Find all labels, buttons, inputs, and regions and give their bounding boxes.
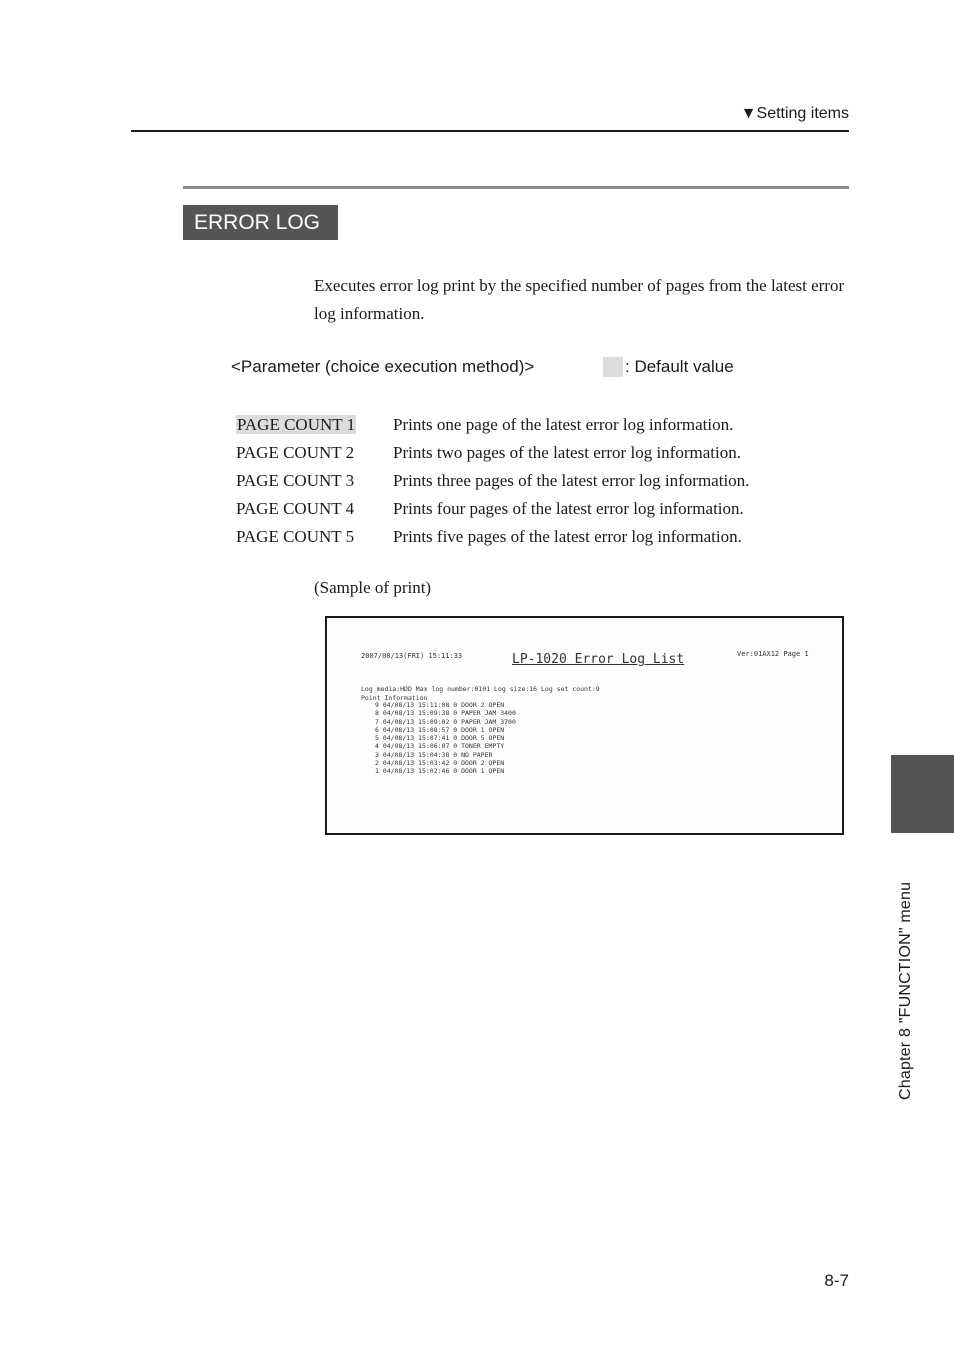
print-title: LP-1020 Error Log List: [512, 652, 685, 667]
parameter-name: PAGE COUNT 2: [236, 443, 355, 462]
default-value-legend: [603, 357, 734, 377]
parameter-name: PAGE COUNT 5: [236, 527, 355, 546]
print-row: 6 04/08/13 15:08:57 0 DOOR 1 OPEN: [375, 725, 505, 734]
parameter-description: Prints five pages of the latest error log information.: [393, 527, 742, 546]
parameter-name: PAGE COUNT 3: [236, 471, 355, 490]
parameter-heading: <Parameter (choice execution method)>: [231, 357, 535, 376]
parameter-name: PAGE COUNT 4: [236, 499, 355, 518]
running-header: [741, 105, 849, 123]
running-header-label: Setting items: [756, 105, 849, 122]
section-title: ERROR LOG: [183, 205, 338, 240]
page-number: 8-7: [824, 1271, 849, 1290]
print-row: 1 04/08/13 15:02:46 0 DOOR 1 OPEN: [375, 767, 505, 776]
print-log-info: Log media:HDD Max log number:0101 Log size:16 Log set count:9: [361, 685, 600, 693]
sample-label: (Sample of print): [314, 578, 432, 597]
sample-print-image: [325, 616, 844, 835]
parameter-row: [236, 523, 749, 551]
parameter-list: [236, 411, 749, 551]
print-row: 7 04/08/13 15:09:02 0 PAPER JAM 3700: [375, 717, 516, 726]
print-row: 8 04/08/13 15:09:38 0 PAPER JAM 3400: [375, 709, 516, 718]
parameter-description: Prints one page of the latest error log information.: [393, 415, 734, 434]
parameter-description: Prints four pages of the latest error log information.: [393, 499, 744, 518]
print-row: 3 04/08/13 15:04:38 0 NO PAPER: [375, 750, 493, 759]
print-row: 4 04/08/13 15:06:07 0 TONER EMPTY: [375, 742, 505, 751]
header-rule: [131, 130, 849, 132]
print-version: Ver:01AX12 Page 1: [737, 650, 809, 658]
chapter-label: Chapter 8 "FUNCTION" menu: [897, 881, 914, 1100]
default-swatch: [603, 357, 623, 377]
chapter-tab: [891, 755, 954, 833]
parameter-row: [236, 495, 749, 523]
print-row: 2 04/08/13 15:03:42 0 DOOR 2 OPEN: [375, 759, 505, 768]
print-date: 2007/08/13(FRI) 15:11:33: [361, 652, 463, 660]
parameter-description: Prints three pages of the latest error log information.: [393, 471, 750, 490]
parameter-name-default: PAGE COUNT 1: [237, 415, 356, 434]
intro-paragraph: Executes error log print by the specified number of pages from the latest error log information.: [314, 276, 845, 323]
parameter-row: [236, 439, 749, 467]
section-rule: [183, 186, 849, 189]
parameter-row: [236, 411, 749, 439]
triangle-down-icon: ▼: [740, 105, 757, 122]
print-row: 5 04/08/13 15:07:41 0 DOOR 5 OPEN: [375, 734, 505, 743]
print-row: 9 04/08/13 15:11:08 0 DOOR 2 OPEN: [375, 701, 505, 709]
parameter-row: [236, 467, 749, 495]
print-columns: Point Information: [361, 694, 428, 702]
print-rows: [375, 701, 516, 776]
legend-label: : Default value: [625, 357, 734, 376]
parameter-description: Prints two pages of the latest error log information.: [393, 443, 741, 462]
